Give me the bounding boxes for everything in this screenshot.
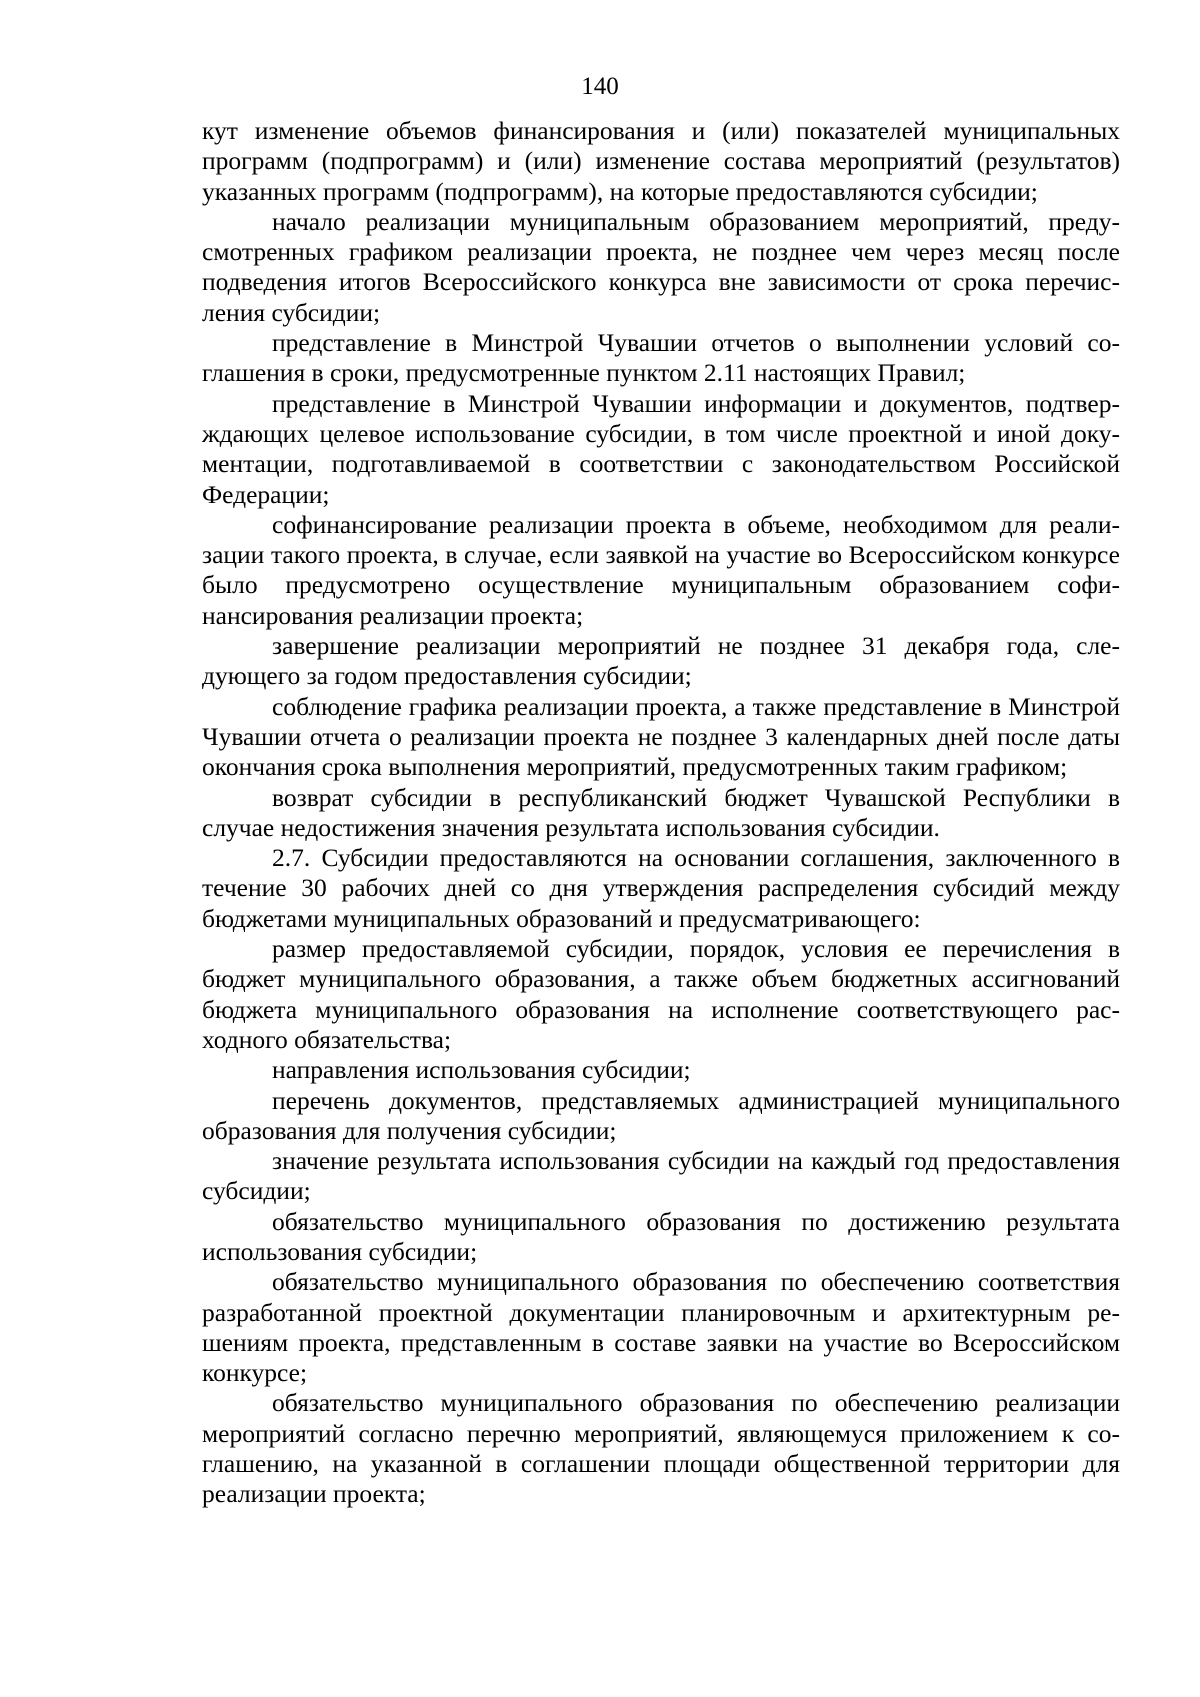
- page-number: 140: [581, 73, 619, 100]
- paragraph: перечень документов, представляемых администрацией муниципального образования для получения субсидии;: [202, 1085, 1120, 1145]
- paragraph: 2.7. Субсидии предоставляются на основании соглашения, заключенного в течение 30 рабочих дней со дня утверждения распределения субсидий между бюджетами муниципальных образований и предусматривающего:: [202, 843, 1120, 933]
- paragraph: софинансирование реализации проекта в объеме, необходимом для реализации такого проекта, в случае, если заявкой на участие во Всероссийском конкурсе было предусмотрено осуществление муниципальным образованием софинансирования реализации проекта;: [202, 509, 1120, 630]
- paragraph: обязательство муниципального образования по обеспечению реализации мероприятий согласно перечню мероприятий, являющемуся приложением к соглашению, на указанной в соглашении площади общественной территории для реализации проекта;: [202, 1388, 1120, 1509]
- paragraph: представление в Минстрой Чувашии информации и документов, подтверждающих целевое использование субсидии, в том числе проектной и иной документации, подготавливаемой в соответствии с законодательством Российской Федерации;: [202, 388, 1120, 509]
- paragraph: возврат субсидии в республиканский бюджет Чувашской Республики в случае недостижения значения результата использования субсидии.: [202, 782, 1120, 842]
- paragraph: начало реализации муниципальным образованием мероприятий, предусмотренных графиком реализации проекта, не позднее чем через месяц после подведения итогов Всероссийского конкурса вне зависимости от срока перечисления субсидии;: [202, 206, 1120, 327]
- paragraph: завершение реализации мероприятий не позднее 31 декабря года, следующего за годом предоставления субсидии;: [202, 631, 1120, 691]
- paragraph: представление в Минстрой Чувашии отчетов о выполнении условий соглашения в сроки, предусмотренные пунктом 2.11 настоящих Правил;: [202, 328, 1120, 388]
- paragraph: размер предоставляемой субсидии, порядок, условия ее перечисления в бюджет муниципального образования, а также объем бюджетных ассигнований бюджета муниципального образования на исполнение соответствующего расходного обязательства;: [202, 934, 1120, 1054]
- paragraph: обязательство муниципального образования по достижению результата использования субсидии;: [202, 1206, 1120, 1266]
- paragraph: обязательство муниципального образования по обеспечению соответствия разработанной проектной документации планировочным и архитектурным решениям проекта, представленным в составе заявки на участие во Всероссийском конкурсе;: [202, 1267, 1120, 1388]
- document-body: [202, 116, 1120, 1510]
- paragraph: значение результата использования субсидии на каждый год предоставления субсидии;: [202, 1146, 1120, 1206]
- paragraph: кут изменение объемов финансирования и (или) показателей муниципальных программ (подпрограмм) и (или) изменение состава мероприятий (результатов) указанных программ (подпрограмм), на которые предоставляются субсидии;: [202, 116, 1120, 206]
- paragraph: направления использования субсидии;: [272, 1055, 691, 1085]
- paragraph: соблюдение графика реализации проекта, а также представление в Минстрой Чувашии отчета о реализации проекта не позднее 3 календарных дней после даты окончания срока выполнения мероприятий, предусмотренных таким графиком;: [202, 691, 1120, 782]
